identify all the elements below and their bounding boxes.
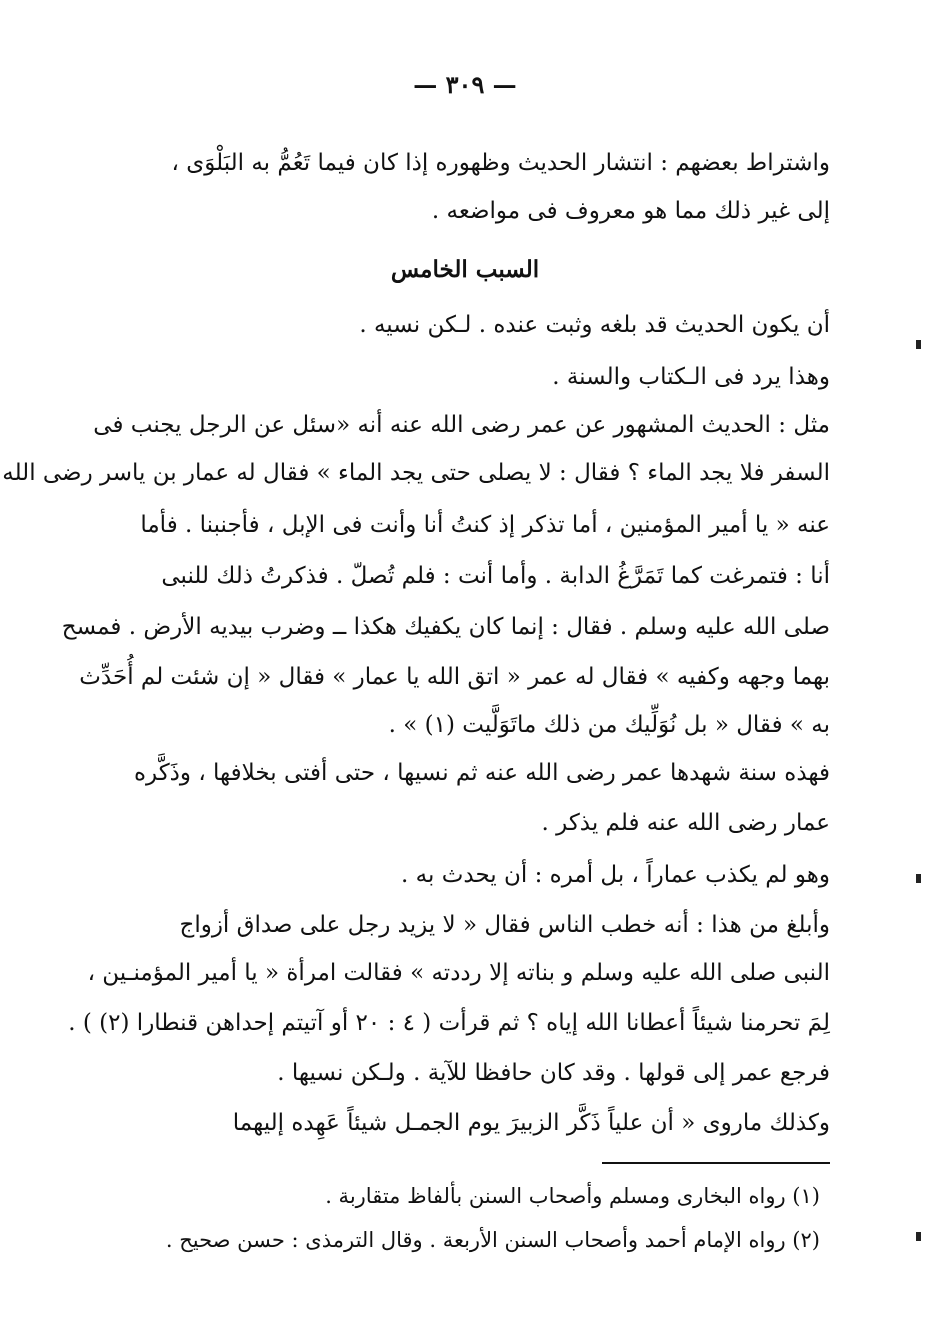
- body-line: أن يكون الحديث قد بلغه وثبت عنده . لـكن نسيه .: [359, 312, 830, 338]
- body-line: وأبلغ من هذا : أنه خطب الناس فقال « لا يزيد رجل على صداق أزواج: [179, 912, 830, 938]
- body-line: لِمَ تحرمنا شيئاً أعطانا الله إياه ؟ ثم قرأت ( ٤ : ٢٠ أو آتيتم إحداهن قنطارا (٢) ) .: [68, 1010, 830, 1036]
- body-line: به » فقال « بل نُوَلِّيك من ذلك ماتَوَلَّيت (١) » .: [388, 712, 830, 738]
- body-line: وهو لم يكذب عماراً ، بل أمره : أن يحدث به .: [401, 862, 830, 888]
- margin-mark: [916, 340, 921, 349]
- footnote-divider: [602, 1162, 830, 1164]
- body-line: النبى صلى الله عليه وسلم و بناته إلا رددته » فقالت امرأة « يا أمير المؤمنـين ،: [87, 960, 830, 986]
- body-line: عمار رضى الله عنه فلم يذكر .: [541, 810, 830, 836]
- body-line: فرجع عمر إلى قولها . وقد كان حافظا للآية . ولـكن نسيها .: [277, 1060, 830, 1086]
- body-line: السفر فلا يجد الماء ؟ فقال : لا يصلى حتى يجد الماء » فقال له عمار بن ياسر رضى الله: [2, 460, 830, 486]
- body-line: مثل : الحديث المشهور عن عمر رضى الله عنه أنه «سئل عن الرجل يجنب فى: [93, 412, 830, 438]
- body-line: فهذه سنة شهدها عمر رضى الله عنه ثم نسيها ، حتى أفتى بخلافها ، وذَكَّره: [133, 760, 830, 786]
- footnote: (١) رواه البخارى ومسلم وأصحاب السنن بألفاظ متقاربة .: [325, 1184, 820, 1208]
- body-line: عنه « يا أمير المؤمنين ، أما تذكر إذ كنتُ أنا وأنت فى الإبل ، فأجنبنا . فأما: [140, 512, 830, 538]
- body-line: وكذلك ماروى « أن علياً ذَكَّر الزبيرَ يوم الجمـل شيئاً عَهِده إليهما: [232, 1110, 830, 1136]
- section-heading: السبب الخامس: [390, 256, 540, 283]
- body-line: وهذا يرد فى الـكتاب والسنة .: [552, 364, 830, 390]
- body-line: صلى الله عليه وسلم . فقال : إنما كان يكفيك هكذا ــ وضرب بيديه الأرض . فمسح: [61, 614, 830, 640]
- intro-line: واشتراط بعضهم : انتشار الحديث وظهوره إذا كان فيما تَعُمُّ به البَلْوَى ،: [171, 150, 830, 176]
- page-number: — ٣٠٩ —: [413, 70, 517, 99]
- body-line: أنا : فتمرغت كما تَمَرَّغُ الدابة . وأما أنت : فلم تُصلّ . فذكرتُ ذلك للنبى: [161, 563, 830, 589]
- body-line: بهما وجهه وكفيه » فقال له عمر « اتق الله يا عمار » فقال « إن شئت لم أُحَدِّث: [79, 664, 830, 690]
- intro-line: إلى غير ذلك مما هو معروف فى مواضعه .: [431, 198, 830, 224]
- footnote: (٢) رواه الإمام أحمد وأصحاب السنن الأربعة . وقال الترمذى : حسن صحيح .: [165, 1228, 820, 1252]
- margin-mark: [916, 1232, 921, 1241]
- margin-mark: [916, 874, 921, 883]
